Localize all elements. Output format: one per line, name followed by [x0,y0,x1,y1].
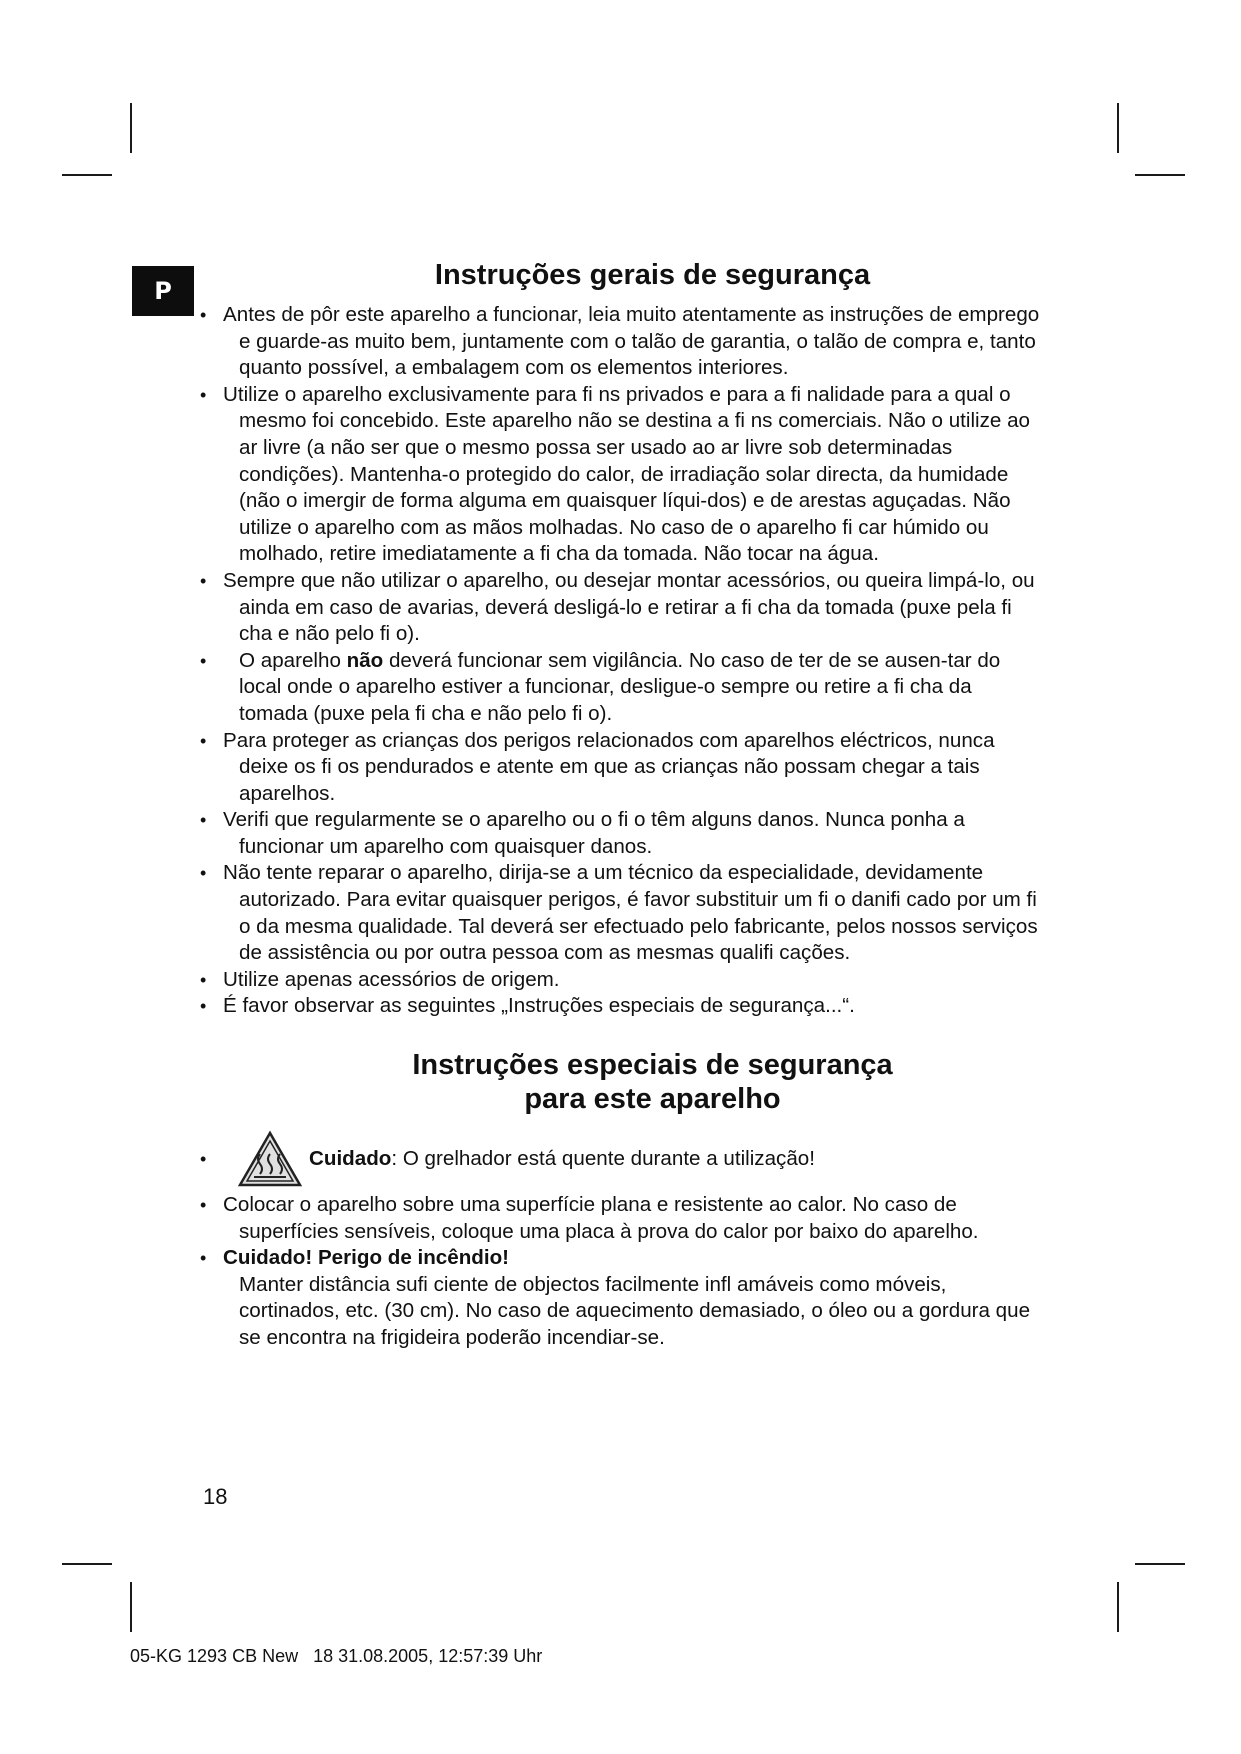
crop-mark-top-right-horizontal [1135,174,1185,176]
list-item: • É favor observar as seguintes „Instruções especiais de segurança...“. [200,993,1044,1020]
list-item: • Colocar o aparelho sobre uma superfície plana e resistente ao calor. No caso de superfícies sensíveis, coloque uma placa à prova do calor por baixo do aparelho. [200,1192,1044,1245]
list-item: • Verifi que regularmente se o aparelho ou o fi o têm alguns danos. Nunca ponha a funcionar um aparelho com quaisquer danos. [200,807,1044,860]
crop-mark-bottom-right-horizontal [1135,1563,1185,1565]
list-item: • O aparelho não deverá funcionar sem vigilância. No caso de ter de se ausen-tar do local onde o aparelho estiver a funcionar, desligue-o sempre ou retire a fi cha da tomada (puxe pela fi cha e não pelo fi o). [200,648,1044,728]
crop-mark-bottom-left-horizontal [62,1563,112,1565]
special-safety-list [200,1130,1080,1352]
crop-mark-bottom-right-vertical [1117,1582,1119,1632]
emphasis-nao: não [346,648,384,672]
hot-surface-warning-icon [237,1130,303,1188]
page-number: 18 [203,1484,228,1509]
page-content [200,258,1080,1352]
crop-mark-bottom-left-vertical [130,1582,132,1632]
caution-item: • Cuidado: O grelhador está quente durante a utilização! [200,1130,1044,1188]
fire-warning-text: Manter distância sufi ciente de objectos facilmente infl amáveis como móveis, cortinados, etc. (30 cm). No caso de aquecimento demasiado, o óleo ou a gordura que se encontra na frigideira poderão incendiar-se. [239,1272,1031,1349]
general-safety-list [200,302,1080,1020]
list-item: • Utilize apenas acessórios de origem. [200,967,1044,994]
list-item: • Sempre que não utilizar o aparelho, ou desejar montar acessórios, ou queira limpá-lo, ou ainda em caso de avarias, deverá desligá-lo e retirar a fi cha da tomada (puxe pela fi cha e não pelo fi o). [200,568,1044,648]
caution-label: Cuidado [309,1146,392,1170]
language-tab: P [132,266,194,316]
crop-mark-top-right-vertical [1117,103,1119,153]
fire-warning-item [200,1245,1044,1351]
list-item: • Utilize o aparelho exclusivamente para fi ns privados e para a fi nalidade para a qual o mesmo foi concebido. Este aparelho não se destina a fi ns comerciais. Não o utilize ao ar livre (a não ser que o mesmo possa ser usado ao ar livre sob determinadas condições). Mantenha-o protegido do calor, de irradiação solar directa, da humidade (não o imergir de forma alguma em quaisquer líqui-dos) e de arestas aguçadas. Não utilize o aparelho com as mãos molhadas. No caso de o aparelho fi car húmido ou molhado, retire imediatamente a fi cha da tomada. Não tocar na água. [200,382,1044,568]
list-item: • Não tente reparar o aparelho, dirija-se a um técnico da especialidade, devidamente autorizado. Para evitar quaisquer perigos, é favor substituir um fi o danifi cado por um fi o da mesma qualidade. Tal deverá ser efectuado pelo fabricante, pelos nossos serviços de assistência ou por outra pessoa com as mesmas qualifi cações. [200,860,1044,966]
crop-mark-top-left-horizontal [62,174,112,176]
list-item: • Antes de pôr este aparelho a funcionar, leia muito atentamente as instruções de emprego e guarde-as muito bem, juntamente com o talão de garantia, o talão de compra e, tanto quanto possível, a embalagem com os elementos interiores. [200,302,1044,382]
list-item: • Para proteger as crianças dos perigos relacionados com aparelhos eléctricos, nunca deixe os fi os pendurados e atente em que as crianças não possam chegar a tais aparelhos. [200,728,1044,808]
section-title-general-safety: Instruções gerais de segurança [434,259,871,291]
print-footer: 05-KG 1293 CB New 18 31.08.2005, 12:57:39 Uhr [130,1646,543,1666]
crop-mark-top-left-vertical [130,103,132,153]
fire-warning-heading: • Cuidado! Perigo de incêndio! [223,1246,510,1270]
section-title-special-safety: Instruções especiais de segurança para este aparelho [412,1049,893,1116]
